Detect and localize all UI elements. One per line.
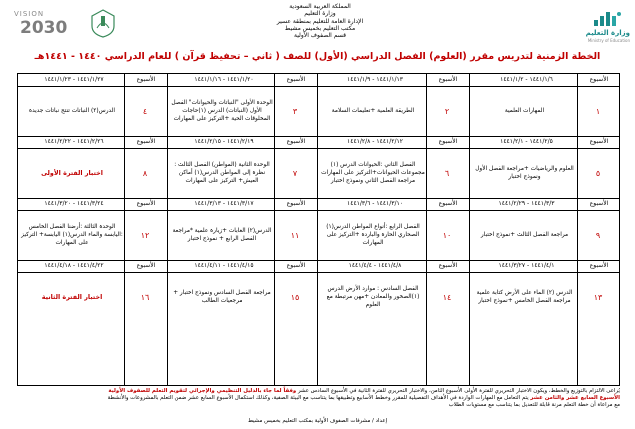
note-text: يتم التعامل مع المهارات الواردة في الأهداف التفصيلية للمقرر وخطط الأسابيع وتطبيقها بما يتناسب مع البيئة الصفية، وكذلك استكمال الأسبوع السابع عشر ضمن التعلم بالمشروعات والأنشطة bbox=[107, 395, 529, 401]
note-line bbox=[17, 395, 620, 402]
moe-emblem-icon bbox=[592, 10, 622, 28]
week-content: اختبار الفترة الأولى bbox=[41, 169, 103, 177]
week-number: ٦ bbox=[444, 168, 450, 178]
column-divider bbox=[577, 74, 578, 385]
week-content: المهارات العلمية bbox=[504, 108, 545, 114]
week-label: الأسبوع bbox=[438, 76, 458, 83]
week-divider bbox=[167, 74, 168, 385]
week-label: الأسبوع bbox=[438, 262, 458, 269]
ministry-line: المملكة العربية السعودية bbox=[289, 3, 351, 10]
week-content: الفصل السادس : موارد الأرض الدرس (١)الصخور والمعادن +مهن مرتبطة مع العلوم bbox=[326, 286, 420, 308]
week-label: الأسبوع bbox=[589, 262, 609, 269]
moe-name: وزارة التعليم bbox=[585, 29, 630, 37]
week-dates: ١٤٤١/٢/١٩ - ١٤٤١/٢/١٥ bbox=[194, 138, 254, 145]
week-label: الأسبوع bbox=[589, 138, 609, 145]
week-label: الأسبوع bbox=[286, 138, 306, 145]
week-number: ٢ bbox=[444, 106, 450, 116]
week-content: العلوم والرياضيات +مراجعة الفصل الأول ونموذج اختبار bbox=[475, 166, 574, 180]
week-number: ١٣ bbox=[593, 292, 603, 302]
week-label: الأسبوع bbox=[136, 138, 156, 145]
week-content: اختبار الفترة الثانية bbox=[41, 293, 103, 301]
week-label: الأسبوع bbox=[589, 76, 609, 83]
week-dates: ١٤٤١/٣/٢٤ - ١٤٤١/٣/٢٠ bbox=[44, 200, 104, 207]
week-label: الأسبوع bbox=[589, 200, 609, 207]
week-number: ١ bbox=[595, 106, 601, 116]
ministry-line: قسم الصفوف الأولية bbox=[294, 32, 346, 40]
week-number: ١٤ bbox=[442, 292, 452, 302]
week-content: الوحدة الأولى "النباتات والحيوانات" الفصل الأول (النباتات) الدرس (١)حاجات المخلوقات الحية +التركيز على المهارات bbox=[171, 100, 273, 122]
footer-credit: إعداد / مشرفات الصفوف الأولية بمكتب التعليم بخميس مشيط bbox=[247, 418, 388, 424]
note-highlight: الأسبوع السابع عشر والثامن عشر bbox=[530, 395, 620, 401]
week-content: مراجعة الفصل السادس ونموذج اختبار + مرجعيات الطالب bbox=[173, 290, 271, 304]
week-label: الأسبوع bbox=[438, 200, 458, 207]
week-dates: ١٤٤١/٢/٥ - ١٤٤١/٢/١ bbox=[500, 138, 553, 145]
week-number: ٥ bbox=[595, 168, 601, 178]
row-divider bbox=[18, 136, 619, 137]
week-dates: ١٤٤١/٤/١ - ١٤٤١/٣/٢٧ bbox=[498, 262, 555, 269]
week-content: الوحدة الثانية (المواطن) الفصل الثالث : نظرة إلى المواطن الدرس(١) أماكن العيش+ التركيز على المهارات bbox=[174, 162, 270, 184]
week-label: الأسبوع bbox=[136, 200, 156, 207]
week-label: الأسبوع bbox=[136, 262, 156, 269]
row-divider bbox=[18, 260, 619, 261]
week-content: الدرس(٢) الغابات +زيارة علمية *مراجعة الفصل الرابع + نموذج اختبار bbox=[172, 228, 272, 242]
ministry-line: مكتب التعليم بخميس مشيط bbox=[284, 24, 356, 32]
page-title: الخطة الزمنية لتدريس مقرر (العلوم) الفصل الدراسي (الأول) للصف ( ثاني – تحفيظ قرآن ) للعام الدراسي ١٤٤٠ - ١٤٤١هـ bbox=[34, 51, 601, 62]
week-number: ١٠ bbox=[442, 230, 452, 240]
week-number: ٩ bbox=[595, 230, 601, 240]
note-line bbox=[17, 388, 620, 395]
ministry-line: وزارة التعليم bbox=[304, 10, 336, 18]
week-number: ٣ bbox=[292, 106, 298, 116]
row-divider bbox=[18, 198, 619, 199]
week-dates: ١٤٤١/١/٦ - ١٤٤١/١/٢ bbox=[500, 76, 553, 83]
week-label: الأسبوع bbox=[286, 76, 306, 83]
week-dates: ١٤٤١/٢/٢٦ - ١٤٤١/٢/٢٢ bbox=[44, 138, 104, 145]
week-number: ١١ bbox=[290, 230, 300, 240]
week-content: الفصل الثاني :الحيوانات الدرس (١) مجموعات الحيوانات+التركيز على المهارات مراجعة الفصل الثاني ونموذج اختبار bbox=[321, 162, 425, 184]
week-number: ١٥ bbox=[290, 292, 300, 302]
week-dates: ١٤٤١/٤/١٥ - ١٤٤١/٤/١١ bbox=[194, 262, 254, 269]
week-dates: ١٤٤١/٤/٨ - ١٤٤١/٤/٤ bbox=[348, 262, 402, 269]
week-divider bbox=[317, 74, 318, 385]
week-content: الطريقة العلمية +تعليمات السلامة bbox=[331, 108, 415, 114]
vision-year: 2030 bbox=[20, 18, 68, 38]
week-number: ١٦ bbox=[140, 292, 150, 302]
moe-logo bbox=[572, 10, 630, 44]
moe-name-en: Ministry of Education bbox=[587, 38, 630, 43]
week-content: مراجعة الفصل الثالث +نموذج اختبار bbox=[480, 232, 569, 238]
week-dates: ١٤٤١/٣/٣ - ١٤٤١/٢/٢٩ bbox=[498, 200, 555, 207]
schedule-table bbox=[17, 73, 620, 386]
week-content: الدرس (٢) الماء على الأرض كتابة علمية مراجعة الفصل الخامس +نموذج اختبار bbox=[476, 290, 573, 304]
week-dates: ١٤٤١/٣/١٧ - ١٤٤١/٣/١٣ bbox=[194, 200, 254, 207]
column-divider bbox=[274, 74, 275, 385]
week-dates: ١٤٤١/٤/٢٢ - ١٤٤١/٤/١٨ bbox=[44, 262, 104, 269]
note-text: يُراعى الالتزام بالتوزيع والخطط، ويكون الاختبار التحريري للفترة الأولى الأسبوع الثامن، والاختبار التحريري للفترة الثانية في الأسبوع السادس عشر bbox=[297, 388, 620, 394]
week-dates: ١٤٤١/٣/١٠ - ١٤٤١/٣/٦ bbox=[347, 200, 403, 207]
vision-2030-logo bbox=[14, 6, 124, 42]
week-content: الفصل الرابع :أنواع المواطن الدرس(١) الصحاري الحارة والباردة +التركيز على المهارات bbox=[326, 224, 420, 246]
column-divider bbox=[426, 74, 427, 385]
notes bbox=[17, 388, 620, 409]
school-crest-icon bbox=[90, 8, 116, 38]
week-number: ٤ bbox=[142, 106, 148, 116]
page-header bbox=[0, 0, 635, 50]
week-dates: ١٤٤١/١/٢٠ - ١٤٤١/١/١٦ bbox=[194, 76, 254, 83]
week-number: ٧ bbox=[292, 168, 298, 178]
note-text: مع مراعاة أن خطة التعلم مرنة قابلة للتعديل بما يتناسب مع مستويات الطلاب bbox=[448, 402, 620, 408]
ministry-line: الإدارة العامة للتعليم بمنطقة عسير bbox=[276, 17, 364, 25]
week-label: الأسبوع bbox=[438, 138, 458, 145]
week-dates: ١٤٤١/٢/١٢ - ١٤٤١/٢/٨ bbox=[347, 138, 403, 145]
week-label: الأسبوع bbox=[286, 262, 306, 269]
ministry-header bbox=[260, 3, 380, 39]
vision-label: VISION bbox=[14, 10, 45, 18]
week-number: ١٢ bbox=[140, 230, 150, 240]
week-number: ٨ bbox=[142, 168, 148, 178]
week-dates: ١٤٤١/١/٢٧ - ١٤٤١/١/٢٣ bbox=[44, 76, 104, 83]
week-label: الأسبوع bbox=[286, 200, 306, 207]
week-label: الأسبوع bbox=[136, 76, 156, 83]
week-content: الدرس(٢) النباتات تنتج نباتات جديدة bbox=[29, 108, 115, 114]
week-divider bbox=[469, 74, 470, 385]
column-divider bbox=[124, 74, 125, 385]
note-line bbox=[17, 402, 620, 409]
week-dates: ١٤٤١/١/١٣ - ١٤٤١/١/٩ bbox=[347, 76, 403, 83]
week-content: الوحدة الثالثة :أرضنا الفصل الخامس :اليابسة والماء الدرس(١) اليابسة+ التركيز على المهارات bbox=[21, 224, 123, 246]
note-highlight: وفقاً لما جاء بالدليل التنظيمي والإجرائي لتقويم التعلم للصفوف الأولية bbox=[108, 388, 297, 394]
